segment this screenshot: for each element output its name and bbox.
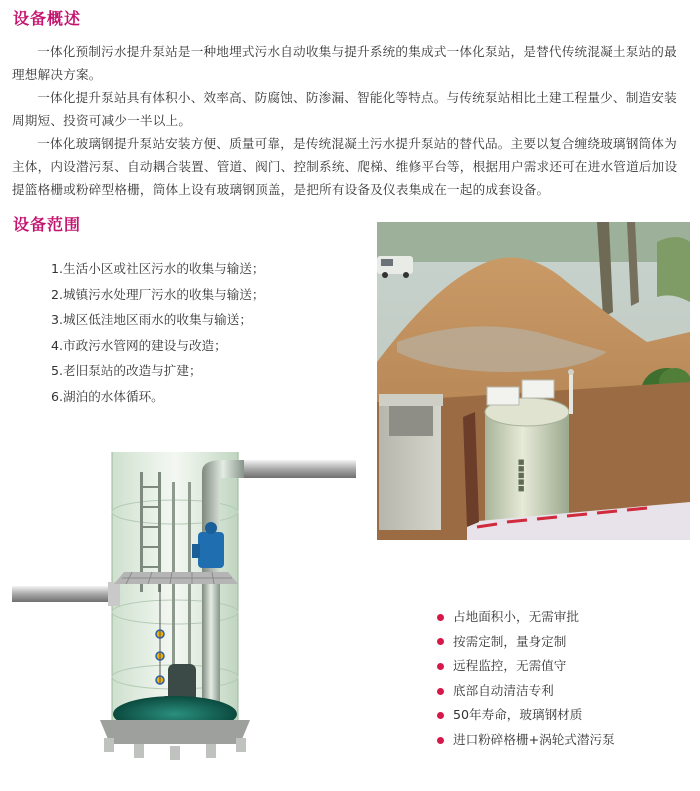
bullet-icon [437, 737, 444, 744]
scope-item: 3.城区低洼地区雨水的收集与输送； [51, 312, 252, 327]
feature-text: 进口粉碎格栅+涡轮式潜污泵 [453, 731, 615, 747]
scope-title: 设备范围 [13, 215, 82, 234]
feature-item [437, 728, 615, 753]
overview-paragraph-2: 一体化提升泵站具有体积小、效率高、防腐蚀、防渗漏、智能化等特点。与传统泵站相比土建工程量少、制造安装周期短、投资可减少一半以上。 [12, 90, 677, 128]
bullet-icon [437, 712, 444, 719]
feature-text: 占地面积小，无需审批 [453, 609, 579, 624]
bullet-icon [437, 688, 444, 695]
overview-title: 设备概述 [13, 9, 82, 28]
feature-item [437, 630, 615, 655]
scope-item: 6.湖泊的水体循环。 [51, 388, 164, 404]
feature-item [437, 605, 615, 630]
overview-paragraph-3: 一体化玻璃钢提升泵站安装方便、质量可靠，是传统混凝土污水提升泵站的替代品。主要以复合缠绕玻璃钢筒体为主体，内设潜污泵、自动耦合装置、管道、阀门、控制系统、爬梯、维修平台等，根据用户需求还可在进水管道后加设提篮格栅或粉碎型格栅，筒体上设有玻璃钢顶盖，是把所有设备及仪表集成在一起的成套设备。 [12, 136, 678, 197]
scope-list [51, 256, 265, 409]
bullet-icon [437, 614, 444, 621]
feature-text: 底部自动清洁专利 [453, 682, 554, 698]
installation-site-photo [377, 222, 690, 540]
feature-item [437, 679, 615, 704]
scope-item: 2.城镇污水处理厂污水的收集与输送； [51, 286, 265, 302]
scope-item: 1.生活小区或社区污水的收集与输送； [51, 261, 265, 276]
scope-item: 4.市政污水管网的建设与改造； [51, 337, 227, 353]
svg-text:■■■■■: ■■■■■ [517, 458, 525, 492]
feature-item [437, 703, 615, 728]
feature-text: 按需定制，量身定制 [453, 633, 567, 649]
feature-text: 远程监控，无需值守 [453, 658, 567, 674]
feature-list [437, 605, 615, 753]
bullet-icon [437, 638, 444, 645]
overview-paragraph-1: 一体化预制污水提升泵站是一种地埋式污水自动收集与提升系统的集成式一体化泵站，是替代传统混凝土泵站的最理想解决方案。 [12, 44, 677, 82]
bullet-icon [437, 663, 444, 670]
feature-text: 50年寿命，玻璃钢材质 [453, 707, 583, 723]
pump-station-render [12, 452, 356, 782]
scope-item: 5.老旧泵站的改造与扩建； [51, 363, 202, 378]
feature-item [437, 654, 615, 679]
